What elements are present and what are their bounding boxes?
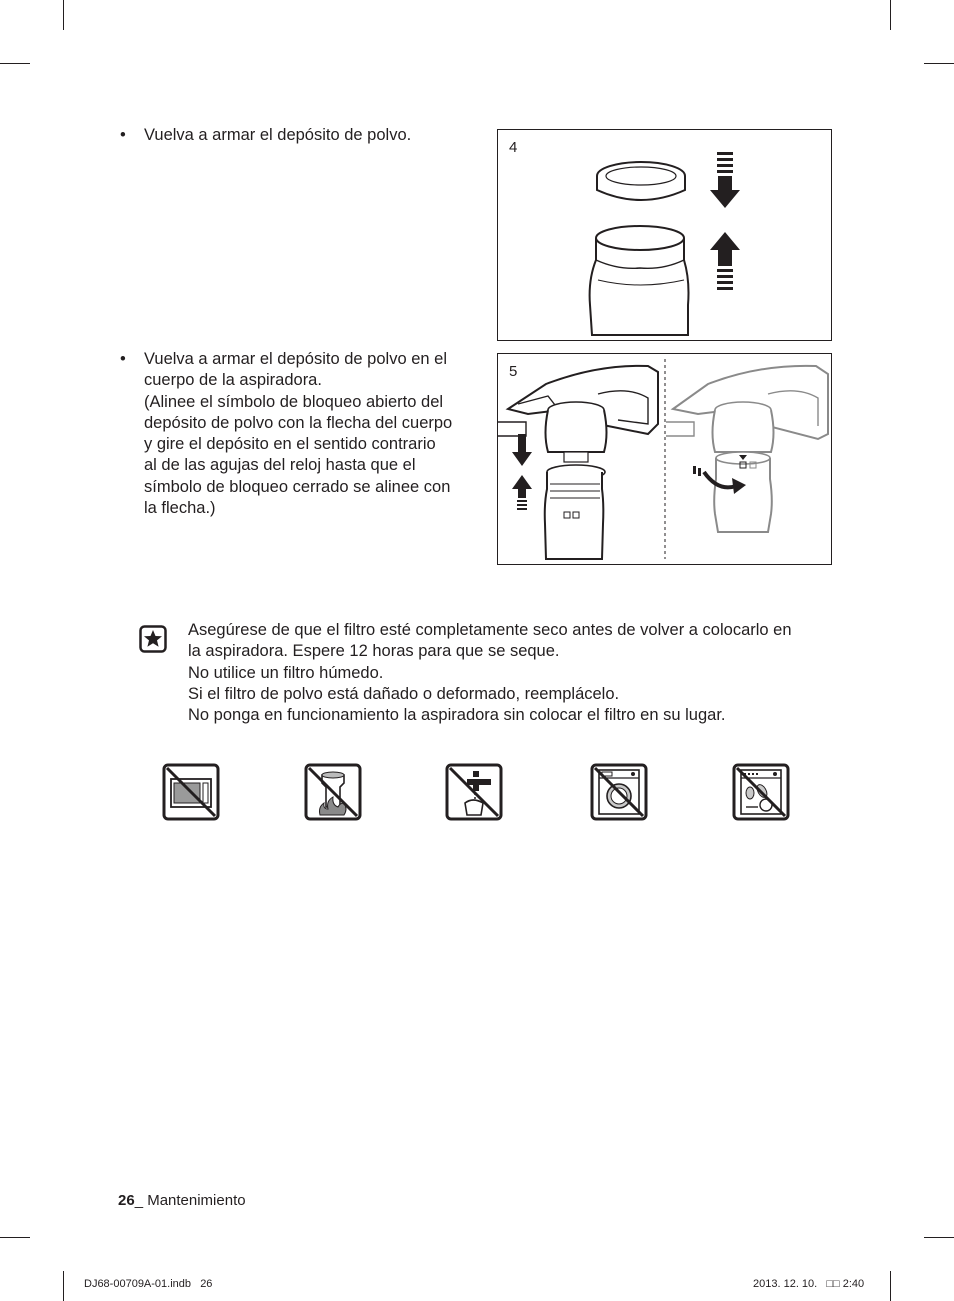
page-number: 26 (118, 1192, 135, 1209)
crop-mark (890, 1271, 891, 1301)
crop-mark (924, 63, 954, 64)
page-footer (118, 1192, 246, 1209)
figure-5-attach-dust-bin (497, 353, 832, 565)
crop-mark (924, 1237, 954, 1238)
figure-number: 5 (509, 363, 518, 380)
bullet-line: depósito de polvo con la flecha del cuerpo (144, 413, 453, 432)
crop-mark (0, 1237, 30, 1238)
bullet-line: Vuelva a armar el depósito de polvo. (144, 126, 412, 144)
bullet-marker: • (120, 350, 126, 368)
note-line: Si el filtro de polvo está dañado o deformado, reemplácelo. (188, 684, 620, 703)
dust-bin-lid-illustration (498, 130, 831, 340)
note-line: Asegúrese de que el filtro esté completamente seco antes de volver a colocarlo en (188, 621, 792, 639)
crop-mark (0, 63, 30, 64)
no-microwave-icon (162, 763, 220, 821)
bullet-line: la flecha.) (144, 499, 216, 518)
attach-dust-bin-illustration (498, 354, 831, 564)
bullet-marker: • (120, 126, 126, 144)
crop-mark (63, 1271, 64, 1301)
crop-mark (890, 0, 891, 30)
no-dryer-heat-icon (304, 763, 362, 821)
star-note-icon (139, 625, 167, 653)
print-date-info: 2013. 12. 10. □□ 2:40 (753, 1278, 865, 1290)
bullet-line: símbolo de bloqueo cerrado se alinee con (144, 477, 451, 496)
figure-4-dust-bin-lid (497, 129, 832, 341)
crop-mark (63, 0, 64, 30)
print-file-info: DJ68-00709A-01.indb 26 (84, 1278, 213, 1290)
bullet-line: (Alinee el símbolo de bloqueo abierto del (144, 392, 444, 411)
note-text (188, 620, 792, 726)
bullet-line: y gire el depósito en el sentido contrario (144, 435, 436, 454)
section-name: _ Mantenimiento (134, 1192, 246, 1209)
note-line: No ponga en funcionamiento la aspiradora sin colocar el filtro en su lugar. (188, 706, 726, 725)
note-line: la aspiradora. Espere 12 horas para que se seque. (188, 642, 560, 661)
no-dishwasher-icon (732, 763, 790, 821)
note-line: No utilice un filtro húmedo. (188, 663, 384, 682)
bullet-line: cuerpo de la aspiradora. (144, 371, 322, 390)
bullet-line: Vuelva a armar el depósito de polvo en el (144, 350, 447, 368)
figure-number: 4 (509, 139, 518, 156)
no-tap-water-icon (445, 763, 503, 821)
no-washing-machine-icon (590, 763, 648, 821)
bullet-line: al de las agujas del reloj hasta que el (144, 456, 416, 475)
